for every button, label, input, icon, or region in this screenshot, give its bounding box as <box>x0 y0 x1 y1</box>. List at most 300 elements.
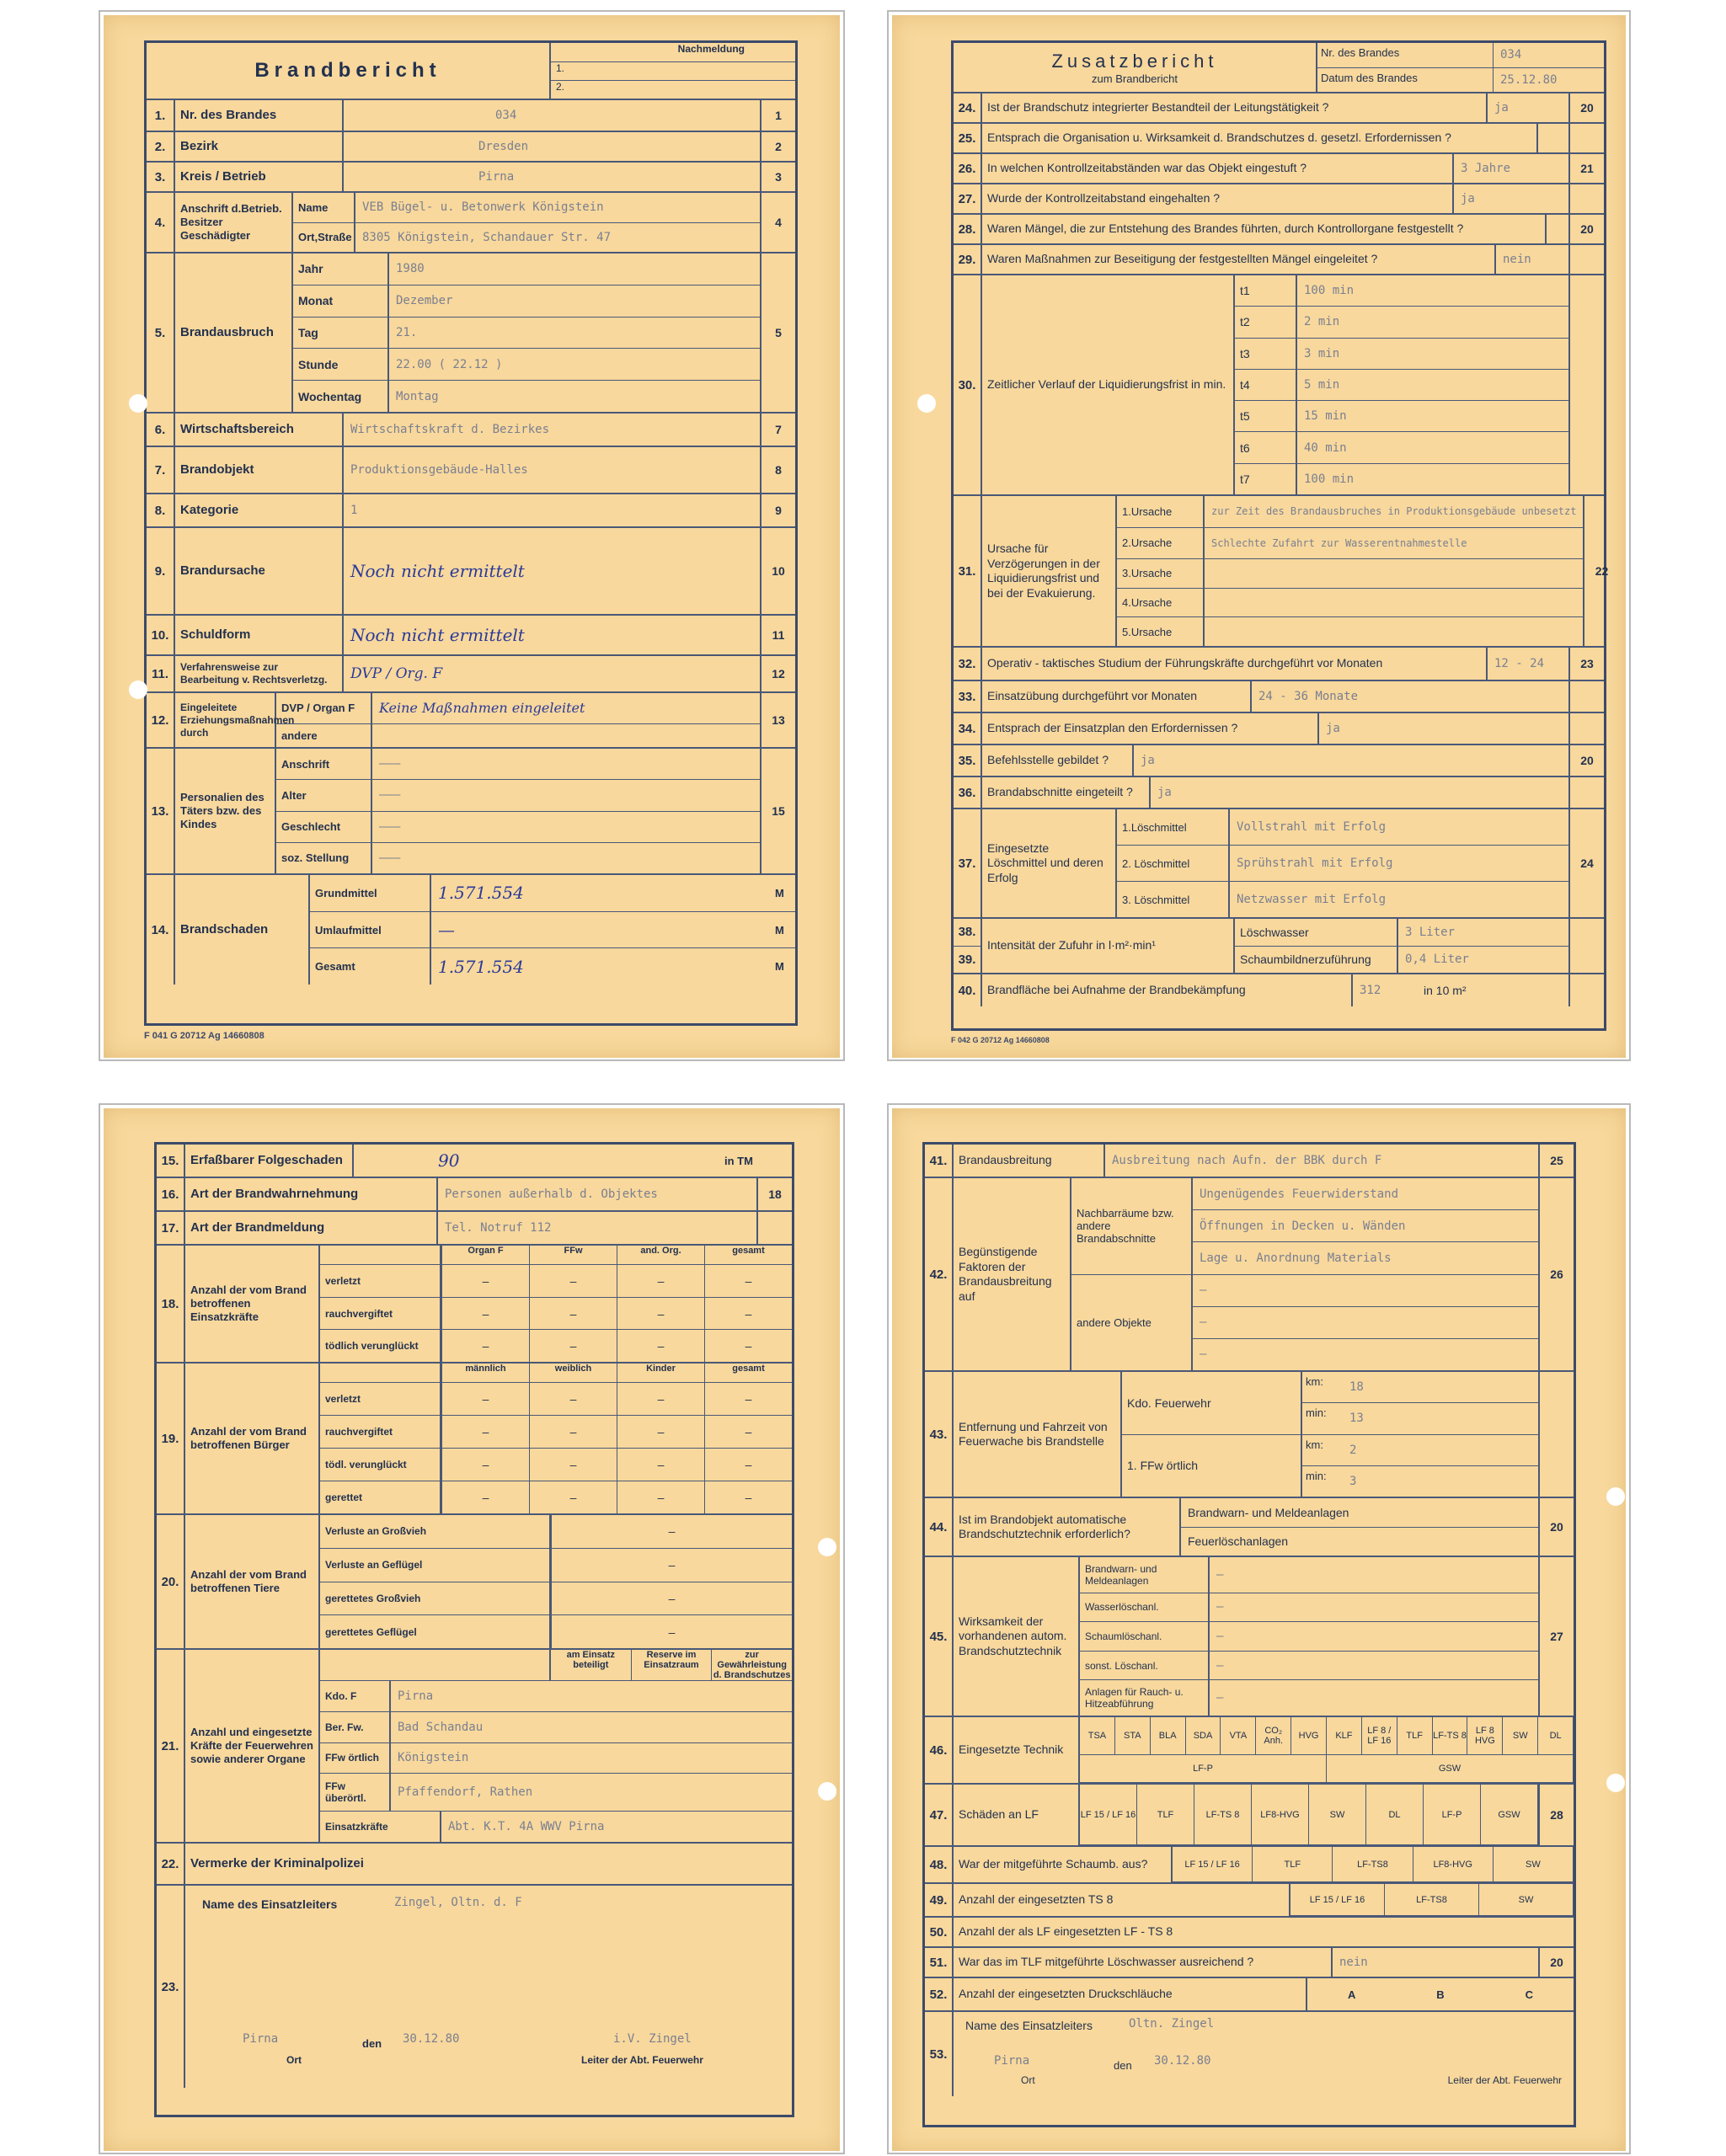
sheet-3 <box>104 1108 840 2151</box>
code-15: 15 <box>760 749 795 873</box>
unit-box: GSW <box>1327 1755 1574 1783</box>
jahr-label: Jahr <box>293 253 389 285</box>
row-label: Eingesetzte Löschmittel und deren Erfolg <box>982 809 1117 917</box>
name-label: Name <box>293 193 355 222</box>
unit-box: LF-TS8 <box>1385 1884 1479 1916</box>
row-num: 11. <box>147 656 175 691</box>
col-reserve: Reserve im Einsatzraum <box>632 1650 713 1680</box>
row-43 <box>925 1372 1574 1498</box>
anlage-value: – <box>1216 1629 1224 1643</box>
anlage-label: Wasserlöschanl. <box>1080 1593 1210 1622</box>
row-num: 42. <box>925 1178 954 1370</box>
row-num: 8. <box>147 494 175 526</box>
loeschmittel-row <box>1117 882 1568 917</box>
unit-m: M <box>775 923 784 937</box>
table-cell: – <box>704 1330 792 1362</box>
table-cell: – <box>529 1449 617 1481</box>
row-value: nein <box>1503 253 1531 266</box>
row-50 <box>925 1918 1574 1948</box>
punch-hole <box>129 394 147 413</box>
table-cell: – <box>551 1515 792 1548</box>
table-cell: – <box>704 1265 792 1297</box>
row-41 <box>925 1145 1574 1178</box>
alter-label: Alter <box>276 780 372 810</box>
row-6 <box>147 414 795 447</box>
row-label: Waren Mängel, die zur Entstehung des Brandes führten, durch Kontrollorgane festgestellt ? <box>982 215 1547 243</box>
einsatzkraefte-value: Abt. K.T. 4A WWV Pirna <box>448 1820 605 1834</box>
unit-box: LF-P <box>1080 1755 1327 1783</box>
andere-label: andere <box>276 724 372 748</box>
loeschmittel-value: Sprühstrahl mit Erfolg <box>1237 857 1393 870</box>
row-label: Entfernung und Fahrzeit von Feuerwache bis Brandstelle <box>954 1372 1122 1497</box>
row-label: Anzahl der eingesetzten Druckschläuche <box>954 1978 1307 2010</box>
ursache-value: zur Zeit des Brandausbruches in Produktionsgebäude unbesetzt <box>1211 505 1577 518</box>
row-32 <box>954 648 1604 681</box>
technik-units <box>1080 1717 1574 1783</box>
punch-hole <box>818 1538 836 1556</box>
row-label: gerettetes Großvieh <box>320 1582 551 1615</box>
table-row <box>320 1330 792 1362</box>
unit-box: TLF <box>1397 1717 1433 1755</box>
row-num: 15. <box>157 1145 185 1177</box>
time-value: 100 min <box>1304 284 1355 298</box>
loeschmittel-row <box>1117 846 1568 882</box>
col-header: Organ F <box>441 1246 529 1264</box>
row-label: Ist der Brandschutz integrierter Bestandteil der Leitungstätigkeit ? <box>982 93 1488 122</box>
unit-label: in TM <box>724 1154 753 1167</box>
nachmeldung-2: 2. <box>556 81 565 93</box>
ausbreitung-value: Ausbreitung nach Aufn. der BBK durch F <box>1112 1154 1382 1167</box>
zusatzbericht-form <box>951 40 1609 1031</box>
wirksamkeit-list <box>1080 1557 1538 1716</box>
ursache-key: 1.Ursache <box>1117 496 1205 527</box>
row-label: War das im TLF mitgeführte Löschwasser ausreichend ? <box>954 1948 1333 1977</box>
row-num: 32. <box>954 648 982 680</box>
loeschmittel-key: 2. Löschmittel <box>1117 846 1230 881</box>
header-row <box>147 43 795 100</box>
code-13: 13 <box>760 693 795 747</box>
jahr-value: 1980 <box>396 262 425 276</box>
objekt-2: — <box>1200 1315 1207 1330</box>
time-value: 5 min <box>1304 377 1340 392</box>
dvp-label: DVP / Organ F <box>276 693 372 723</box>
row-21 <box>157 1650 792 1844</box>
time-row <box>1235 307 1568 338</box>
gesamt-label: Gesamt <box>310 948 431 985</box>
wochentag-label: Wochentag <box>293 381 389 412</box>
row-9 <box>147 528 795 616</box>
table-header <box>320 1246 792 1265</box>
time-row <box>1235 432 1568 463</box>
table-cell: – <box>704 1416 792 1448</box>
row-35 <box>954 745 1604 777</box>
row-num: 13. <box>147 749 175 873</box>
row-label: Begünstigende Faktoren der Brandausbreitung auf <box>954 1178 1071 1370</box>
col-header: gesamt <box>704 1364 792 1382</box>
einsatzleiter-label: Name des Einsatzleiters <box>202 1897 338 1911</box>
row-44 <box>925 1498 1574 1557</box>
code-7: 7 <box>760 414 795 446</box>
punch-hole <box>818 1782 836 1801</box>
row-value: 24 - 36 Monate <box>1258 690 1359 703</box>
row-label: Anschrift d.Betrieb. Besitzer Geschädigter <box>175 193 293 252</box>
time-row <box>1235 339 1568 370</box>
table-row <box>320 1481 792 1513</box>
sheet-4 <box>892 1108 1626 2151</box>
schlauch-c: C <box>1525 1988 1534 2001</box>
unit-box: LF 8 HVG <box>1467 1717 1503 1755</box>
anlage-label: Schaumlöschanl. <box>1080 1622 1210 1651</box>
row-num: 9. <box>147 528 175 614</box>
unit-box: LF8-HVG <box>1252 1785 1309 1845</box>
ort-label: Ort,Straße <box>293 223 355 253</box>
row-label: verletzt <box>320 1265 441 1297</box>
schaum-units <box>1173 1847 1574 1882</box>
ursache-value <box>1205 589 1583 617</box>
page-3-brandbericht-back <box>99 1103 845 2154</box>
brandwarn-label: Brandwarn- und Meldeanlagen <box>1188 1505 1349 1519</box>
row-34 <box>954 713 1604 745</box>
row-num: 12. <box>147 693 175 747</box>
ffw-km: 2 <box>1349 1443 1357 1457</box>
row-17 <box>157 1212 792 1246</box>
row-num: 21. <box>157 1650 185 1842</box>
wochentag-value: Montag <box>396 389 439 403</box>
buerger-table <box>320 1364 792 1513</box>
row-num: 34. <box>954 713 982 744</box>
row-23 <box>157 1886 792 2088</box>
row-num: 33. <box>954 681 982 712</box>
grundmittel-value: 1.571.554 <box>438 883 524 904</box>
punch-hole <box>129 680 147 699</box>
col-header: gesamt <box>704 1246 792 1264</box>
time-value: 15 min <box>1304 409 1347 424</box>
row-num: 22. <box>157 1844 185 1884</box>
header-row <box>954 43 1604 93</box>
row-label: Entsprach der Einsatzplan den Erfordernissen ? <box>982 713 1319 744</box>
row-num: 49. <box>925 1884 954 1916</box>
ursache-key: 2.Ursache <box>1117 528 1205 559</box>
row-11 <box>147 656 795 693</box>
row-label: rauchvergiftet <box>320 1298 441 1330</box>
row-13: 13. Personalien des Täters bzw. des Kindes Anschrift ——— Alter ——— Geschlecht ——— soz. Stellung ——— 15 <box>147 749 795 875</box>
page-1-brandbericht <box>99 10 845 1061</box>
row-num: 48. <box>925 1847 954 1882</box>
row-num: 20. <box>157 1515 185 1648</box>
code-3: 3 <box>760 163 795 191</box>
wirksamkeit-row <box>1080 1622 1538 1652</box>
ts8-units <box>1290 1884 1574 1916</box>
row-num: 53. <box>925 2012 954 2096</box>
row-label: Ist im Brandobjekt automatische Brandschutztechnik erforderlich? <box>954 1498 1181 1556</box>
unit-box: LF 8 / LF 16 <box>1362 1717 1397 1755</box>
code-25: 25 <box>1538 1145 1574 1177</box>
table-cell: – <box>704 1383 792 1415</box>
ffw-min: 3 <box>1349 1474 1357 1488</box>
row-label: Anzahl der vom Brand betroffenen Bürger <box>185 1364 320 1513</box>
code-5: 5 <box>760 253 795 412</box>
einsatzleiter-value: Zingel, Oltn. d. F <box>394 1896 522 1909</box>
row-num: 30. <box>954 275 982 494</box>
brandursache-value: Noch nicht ermittelt <box>350 561 525 581</box>
tag-value: 21. <box>396 325 418 339</box>
row-49 <box>925 1884 1574 1918</box>
table-cell: – <box>529 1481 617 1513</box>
schlauch-a: A <box>1347 1988 1356 2001</box>
row-40 <box>954 974 1604 1006</box>
table-cell: – <box>617 1330 704 1362</box>
table-cell: – <box>617 1298 704 1330</box>
ort-value: Pirna <box>994 2054 1030 2068</box>
table-cell: – <box>441 1298 529 1330</box>
corner <box>320 1364 441 1382</box>
form-title: Zusatzbericht <box>1051 50 1218 72</box>
col-header: weiblich <box>529 1364 617 1382</box>
ursache-row <box>1117 589 1583 618</box>
ursache-value <box>1205 559 1583 588</box>
row-46 <box>925 1717 1574 1785</box>
bezirk-value: Dresden <box>478 140 529 153</box>
ffw-oertlich-label: 1. FFw örtlich <box>1122 1435 1302 1497</box>
ffw-ueberoertl-value: Pfaffendorf, Rathen <box>398 1785 533 1800</box>
unit-box: HVG <box>1291 1717 1327 1755</box>
date-value: 30.12.80 <box>403 2032 460 2046</box>
time-key: t7 <box>1235 464 1297 494</box>
table-row <box>320 1416 792 1449</box>
time-key: t5 <box>1235 401 1297 431</box>
row-num: 3. <box>147 163 175 191</box>
ort-label: Ort <box>1021 2074 1035 2086</box>
code-11: 11 <box>760 616 795 654</box>
row-19 <box>157 1364 792 1515</box>
row-label: Anzahl der vom Brand betroffenen Einsatzkräfte <box>185 1246 320 1362</box>
row-value <box>1547 215 1568 243</box>
code-20: 20 <box>1568 745 1604 776</box>
row-label: rauchvergiftet <box>320 1416 441 1448</box>
row-label: Art der Brandwahrnehmung <box>185 1178 438 1210</box>
andere-objekte-label: andere Objekte <box>1071 1275 1193 1371</box>
ursache-key: 3.Ursache <box>1117 559 1205 588</box>
row-value: ja <box>1157 786 1172 799</box>
ursache-row <box>1117 496 1583 528</box>
row-label: verletzt <box>320 1383 441 1415</box>
row-label: Wirtschaftsbereich <box>175 414 344 446</box>
row-num: 50. <box>925 1918 954 1946</box>
ursache-row <box>1117 559 1583 589</box>
kdo-km: 18 <box>1349 1380 1364 1395</box>
schaden-units <box>1080 1785 1538 1845</box>
objekt-3: — <box>1200 1348 1207 1362</box>
row-52 <box>925 1978 1574 2012</box>
row-label: Anzahl und eingesetzte Kräfte der Feuerwehren sowie anderer Organe <box>185 1650 320 1842</box>
row-label: gerettet <box>320 1481 441 1513</box>
table-cell: – <box>617 1383 704 1415</box>
row-num: 51. <box>925 1948 954 1977</box>
kategorie-value: 1 <box>350 504 358 517</box>
kdo-feuerwehr-label: Kdo. Feuerwehr <box>1122 1372 1302 1434</box>
time-key: t4 <box>1235 370 1297 400</box>
form-footer: F 041 G 20712 Ag 14660808 <box>144 1031 265 1041</box>
km-label: km: <box>1306 1438 1323 1451</box>
code-27: 27 <box>1538 1557 1574 1716</box>
row-label: Ursache für Verzögerungen in der Liquidierungsfrist und bei der Evakuierung. <box>982 496 1117 646</box>
row-num: 19. <box>157 1364 185 1513</box>
code-18: 18 <box>756 1178 792 1210</box>
table-row <box>320 1549 792 1582</box>
datum-label: Datum des Brandes <box>1317 68 1494 93</box>
table-cell: – <box>704 1449 792 1481</box>
unit-box: VTA <box>1221 1717 1256 1755</box>
table-cell: – <box>441 1330 529 1362</box>
unit-box: SW <box>1494 1847 1574 1882</box>
col-header: FFw <box>529 1246 617 1264</box>
row-10 <box>147 616 795 656</box>
row-num: 14. <box>147 875 175 985</box>
brandobjekt-value: Produktionsgebäude-Halles <box>350 463 528 477</box>
factor-2: Öffnungen in Decken u. Wänden <box>1200 1219 1406 1233</box>
row-value: ja <box>1326 722 1340 735</box>
table-cell: – <box>441 1449 529 1481</box>
time-value: 2 min <box>1304 315 1340 329</box>
grundmittel-label: Grundmittel <box>310 875 431 911</box>
unit-box: LF-TS 8 <box>1433 1717 1468 1755</box>
code-4: 4 <box>760 193 795 252</box>
code-20: 20 <box>1568 93 1604 122</box>
row-3 <box>147 163 795 193</box>
code-20: 20 <box>1538 1498 1574 1556</box>
row-25 <box>954 124 1604 154</box>
loeschmittel-row <box>1117 809 1568 846</box>
row-label: Waren Maßnahmen zur Beseitigung der festgestellten Mängel eingeleitet ? <box>982 245 1496 274</box>
row-num: 4. <box>147 193 175 252</box>
row-18 <box>157 1246 792 1364</box>
table-cell: – <box>551 1549 792 1582</box>
brand-nr-value: 034 <box>495 109 517 122</box>
row-num: 2. <box>147 132 175 161</box>
row-20 <box>157 1515 792 1650</box>
min-label: min: <box>1306 1469 1327 1482</box>
dvp-value: Keine Maßnahmen eingeleitet <box>379 700 585 717</box>
row-label: Operativ - taktisches Studium der Führungskräfte durchgeführt vor Monaten <box>982 648 1488 680</box>
row-num: 18. <box>157 1246 185 1362</box>
table-cell: – <box>441 1416 529 1448</box>
row-label: Vermerke der Kriminalpolizei <box>190 1855 364 1870</box>
table-cell: – <box>529 1265 617 1297</box>
kdo-label: Kdo. F <box>320 1681 391 1711</box>
table-cell: – <box>617 1265 704 1297</box>
code-23: 23 <box>1568 648 1604 680</box>
row-47 <box>925 1785 1574 1847</box>
verfahrensweise-value: DVP / Org. F <box>350 665 443 682</box>
row-30 <box>954 275 1604 496</box>
monat-label: Monat <box>293 286 389 317</box>
time-row <box>1235 464 1568 494</box>
row-value <box>1538 124 1568 152</box>
time-value: 3 min <box>1304 346 1340 360</box>
unit-box: CO₂ Anh. <box>1256 1717 1291 1755</box>
umlaufmittel-label: Umlaufmittel <box>310 912 431 948</box>
ursache-value <box>1205 617 1583 646</box>
unit-m: M <box>775 886 784 899</box>
unit-box: SW <box>1479 1884 1574 1916</box>
loeschmittel-list <box>1117 809 1568 917</box>
nr-value: 034 <box>1500 48 1522 62</box>
row-num: 39. <box>958 952 976 967</box>
form-title: Brandbericht <box>254 59 441 82</box>
ffw-ueberoertl-label: FFw überörtl. <box>320 1774 391 1811</box>
ffw-oertlich-value: Königstein <box>398 1751 469 1765</box>
code-24: 24 <box>1568 809 1604 917</box>
row-label: Verluste an Geflügel <box>320 1549 551 1582</box>
km-label: km: <box>1306 1375 1323 1388</box>
unit-box: LF-P <box>1424 1785 1481 1845</box>
anlage-value: – <box>1216 1691 1224 1705</box>
code-26: 26 <box>1538 1178 1574 1370</box>
wirksamkeit-row <box>1080 1680 1538 1716</box>
time-list <box>1235 275 1568 494</box>
ursache-key: 5.Ursache <box>1117 617 1205 646</box>
time-key: t3 <box>1235 339 1297 369</box>
gesamt-value: 1.571.554 <box>438 956 524 977</box>
code-12: 12 <box>760 656 795 691</box>
row-num: 45. <box>925 1557 954 1716</box>
row-label: gerettetes Geflügel <box>320 1615 551 1648</box>
form-footer: F 042 G 20712 Ag 14660808 <box>951 1036 1050 1044</box>
unit-box: LF 15 / LF 16 <box>1173 1847 1253 1882</box>
punch-hole <box>917 394 936 413</box>
table-cell: – <box>617 1416 704 1448</box>
row-2 <box>147 132 795 163</box>
row-22 <box>157 1844 792 1886</box>
table-row <box>320 1515 792 1549</box>
anschrift-label: Anschrift <box>276 749 372 779</box>
unit-box: SDA <box>1186 1717 1221 1755</box>
row-num: 26. <box>954 154 982 183</box>
table-cell: – <box>529 1298 617 1330</box>
code-8: 8 <box>760 447 795 493</box>
anlage-value: – <box>1216 1567 1224 1582</box>
kreis-value: Pirna <box>478 170 515 184</box>
row-label: Eingeleitete Erziehungsmaßnahmen durch <box>175 693 276 747</box>
row-label: Art der Brandmeldung <box>185 1212 438 1244</box>
stunde-label: Stunde <box>293 349 389 380</box>
leiter-label: Leiter der Abt. Feuerwehr <box>581 2054 703 2066</box>
den-label: den <box>1114 2059 1132 2072</box>
table-cell: – <box>704 1298 792 1330</box>
row-label: Anzahl der eingesetzten TS 8 <box>954 1884 1290 1916</box>
table-cell: – <box>529 1383 617 1415</box>
loeschmittel-value: Vollstrahl mit Erfolg <box>1237 820 1387 834</box>
einsatzleiter-value: Oltn. Zingel <box>1129 2017 1215 2031</box>
unit-box: TSA <box>1080 1717 1115 1755</box>
row-num: 29. <box>954 245 982 274</box>
ffw-oertlich-label: FFw örtlich <box>320 1743 391 1774</box>
row-38-39 <box>954 919 1604 974</box>
row-label: Schuldform <box>175 616 344 654</box>
schuldform-value: Noch nicht ermittelt <box>350 625 525 645</box>
ort-value: 8305 Königstein, Schandauer Str. 47 <box>362 230 612 244</box>
corner <box>320 1246 441 1264</box>
row-label: Wurde der Kontrollzeitabstand eingehalten ? <box>982 184 1454 213</box>
row-label: Wirksamkeit der vorhandenen autom. Brandschutztechnik <box>954 1557 1080 1716</box>
row-value: 12 - 24 <box>1494 657 1545 670</box>
table-row <box>320 1265 792 1298</box>
unit-box: TLF <box>1253 1847 1333 1882</box>
wirksamkeit-row <box>1080 1593 1538 1623</box>
row-value: 312 <box>1360 984 1381 997</box>
code-10: 10 <box>760 528 795 614</box>
row-value: ja <box>1141 754 1155 767</box>
